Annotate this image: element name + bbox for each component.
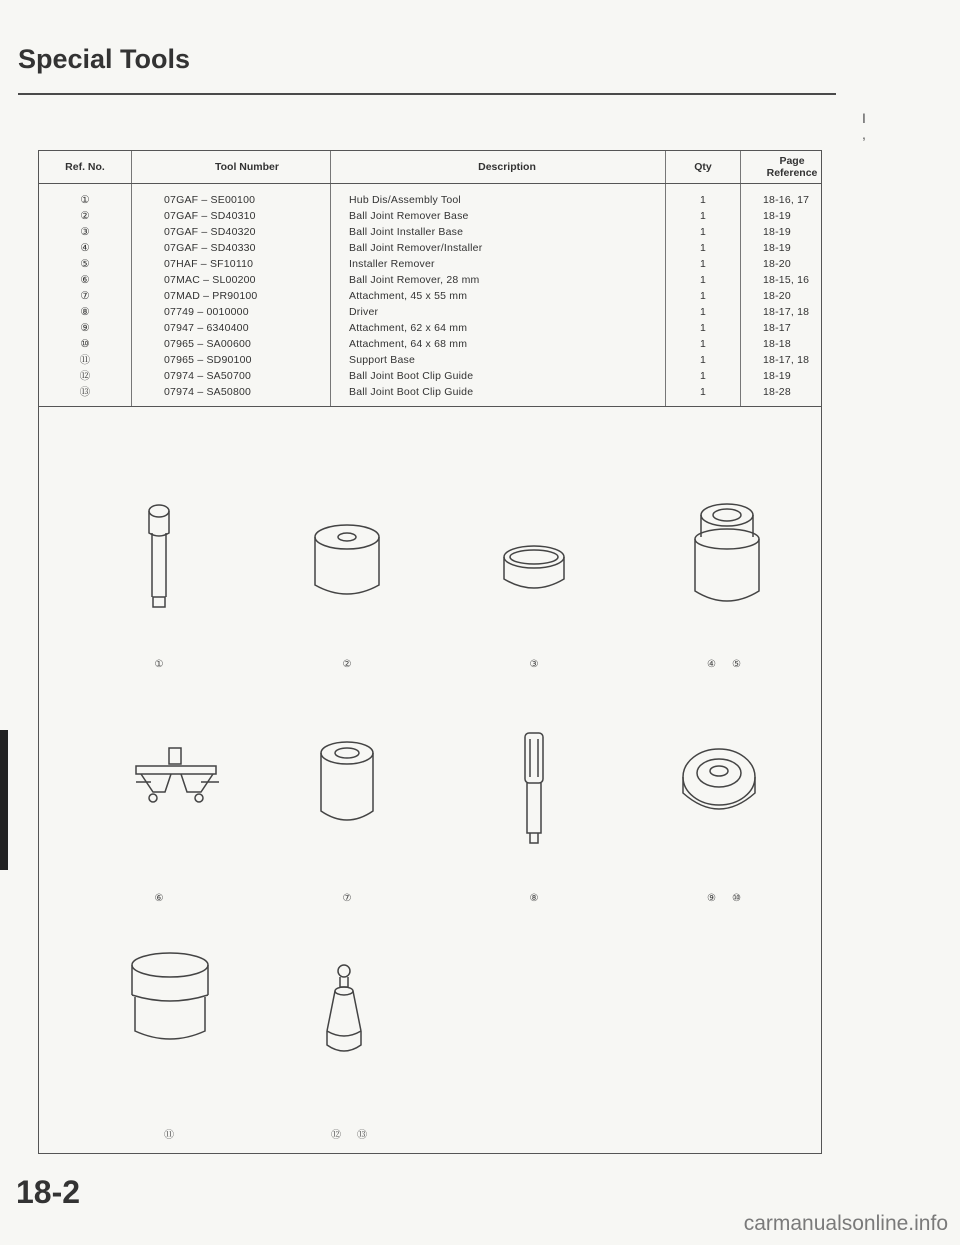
cell-qty: 1	[666, 184, 741, 209]
cell-ref: ⑦	[39, 288, 132, 304]
cell-tool: 07MAD – PR90100	[132, 288, 331, 304]
cell-desc: Ball Joint Remover Base	[331, 208, 666, 224]
table-row	[39, 352, 821, 368]
figure-ref: ⑥	[154, 893, 164, 904]
table-row	[39, 368, 821, 384]
figure-label-4	[669, 659, 779, 670]
cell-desc: Attachment, 62 x 64 mm	[331, 320, 666, 336]
cell-page: 18-17	[763, 322, 791, 334]
cell-ref: ③	[39, 224, 132, 240]
table-row	[39, 272, 821, 288]
header-qty: Qty	[666, 151, 741, 184]
cell-ref: ⑨	[39, 320, 132, 336]
title-rule	[18, 93, 836, 95]
cell-page: 18-18	[763, 338, 791, 350]
page-number: 18-2	[16, 1174, 81, 1210]
figure-label-7	[484, 893, 584, 904]
cell-tool: 07974 – SA50800	[132, 384, 331, 407]
figure-ref: ⑧	[529, 893, 539, 904]
cell-tool: 07947 – 6340400	[132, 320, 331, 336]
cell-tool: 07HAF – SF10110	[132, 256, 331, 272]
tools-table	[39, 151, 821, 407]
table-row	[39, 304, 821, 320]
remover-base-illustration	[311, 523, 383, 603]
header-description: Description	[331, 151, 666, 184]
figure-ref: ⑦	[342, 893, 352, 904]
table-row	[39, 384, 821, 407]
cell-ref: ⑤	[39, 256, 132, 272]
watermark: carmanualsonline.info	[743, 1212, 948, 1235]
cell-desc: Support Base	[331, 352, 666, 368]
figure-ref: ⑨	[707, 893, 716, 904]
cell-page: 18-15, 16	[763, 274, 810, 286]
corner-marks: I ,	[862, 110, 896, 142]
ball-joint-remover-illustration	[131, 746, 221, 816]
cell-tool: 07MAC – SL00200	[132, 272, 331, 288]
figure-label-2	[297, 659, 397, 670]
cell-desc: Driver	[331, 304, 666, 320]
cell-qty: 1	[666, 336, 741, 352]
cell-ref: ⑧	[39, 304, 132, 320]
cell-qty: 1	[666, 272, 741, 288]
table-row	[39, 336, 821, 352]
cell-desc: Ball Joint Remover, 28 mm	[331, 272, 666, 288]
cell-page: 18-20	[763, 258, 791, 270]
table-row	[39, 320, 821, 336]
table-header-row	[39, 151, 821, 184]
section-tab	[0, 730, 8, 870]
figure-ref: ⑤	[732, 659, 741, 670]
cell-qty: 1	[666, 256, 741, 272]
boot-clip-guide-illustration	[319, 961, 369, 1061]
cell-tool: 07965 – SD90100	[132, 352, 331, 368]
installer-base-illustration	[501, 543, 567, 599]
cell-qty: 1	[666, 208, 741, 224]
cell-tool: 07GAF – SD40320	[132, 224, 331, 240]
cell-ref: ④	[39, 240, 132, 256]
figure-ref: ⑪	[164, 1130, 174, 1141]
cell-page: 18-16, 17	[763, 194, 810, 206]
cell-ref: ⑩	[39, 336, 132, 352]
cell-tool: 07GAF – SD40310	[132, 208, 331, 224]
cell-desc: Installer Remover	[331, 256, 666, 272]
cell-qty: 1	[666, 240, 741, 256]
figure-ref: ③	[529, 659, 539, 670]
table-row	[39, 240, 821, 256]
cell-page: 18-19	[763, 210, 791, 222]
cell-page: 18-28	[741, 384, 822, 407]
remover-installer-illustration	[687, 501, 767, 613]
cell-ref: ⑥	[39, 272, 132, 288]
figure-label-8	[669, 893, 779, 904]
figure-ref: ④	[707, 659, 716, 670]
figure-ref: ①	[154, 659, 164, 670]
cell-desc: Ball Joint Boot Clip Guide	[331, 368, 666, 384]
cell-qty: 1	[666, 320, 741, 336]
cell-desc: Attachment, 45 x 55 mm	[331, 288, 666, 304]
cell-desc: Ball Joint Installer Base	[331, 224, 666, 240]
cell-tool: 07974 – SA50700	[132, 368, 331, 384]
table-row	[39, 184, 821, 209]
cell-qty: 1	[666, 224, 741, 240]
attachment-62x64-illustration	[679, 741, 759, 827]
figure-ref: ⑬	[357, 1130, 367, 1141]
cell-qty: 1	[666, 368, 741, 384]
figure-label-3	[484, 659, 584, 670]
cell-desc: Hub Dis/Assembly Tool	[331, 184, 666, 209]
figure-label-5	[109, 893, 209, 904]
table-row	[39, 208, 821, 224]
cell-qty: 1	[666, 288, 741, 304]
hub-tool-illustration	[139, 503, 179, 613]
table-row	[39, 288, 821, 304]
figure-ref: ⑩	[732, 893, 741, 904]
cell-desc: Ball Joint Boot Clip Guide	[331, 384, 666, 407]
table-row	[39, 224, 821, 240]
cell-tool: 07965 – SA00600	[132, 336, 331, 352]
cell-tool: 07749 – 0010000	[132, 304, 331, 320]
cell-page: 18-17, 18	[763, 306, 810, 318]
figure-label-1	[109, 659, 209, 670]
figure-label-9	[119, 1126, 219, 1141]
tools-table-body	[39, 184, 821, 407]
cell-ref: ⑪	[39, 352, 132, 368]
cell-page: 18-19	[763, 226, 791, 238]
cell-ref: ②	[39, 208, 132, 224]
header-ref: Ref. No.	[39, 151, 132, 184]
cell-ref: ⑬	[39, 384, 132, 407]
figure-label-10	[294, 1126, 404, 1141]
cell-page: 18-20	[763, 290, 791, 302]
cell-ref: ⑫	[39, 368, 132, 384]
cell-tool: 07GAF – SE00100	[132, 184, 331, 209]
tools-frame	[38, 150, 822, 1154]
cell-page: 18-17, 18	[763, 354, 810, 366]
cell-qty: 1	[666, 304, 741, 320]
header-page-reference: Page Reference	[741, 151, 822, 184]
cell-page: 18-19	[763, 370, 791, 382]
figure-ref: ②	[342, 659, 352, 670]
cell-desc: Attachment, 64 x 68 mm	[331, 336, 666, 352]
cell-qty: 1	[666, 352, 741, 368]
figure-label-6	[297, 893, 397, 904]
page-title: Special Tools	[18, 44, 191, 74]
support-base-illustration	[127, 951, 213, 1047]
cell-page: 18-19	[763, 242, 791, 254]
cell-ref: ①	[39, 184, 132, 209]
cell-tool: 07GAF – SD40330	[132, 240, 331, 256]
cell-desc: Ball Joint Remover/Installer	[331, 240, 666, 256]
header-tool-number: Tool Number	[132, 151, 331, 184]
table-row	[39, 256, 821, 272]
figure-ref: ⑫	[331, 1130, 341, 1141]
cell-qty: 1	[666, 384, 741, 407]
attachment-45x55-illustration	[317, 739, 377, 831]
driver-illustration	[517, 731, 551, 849]
